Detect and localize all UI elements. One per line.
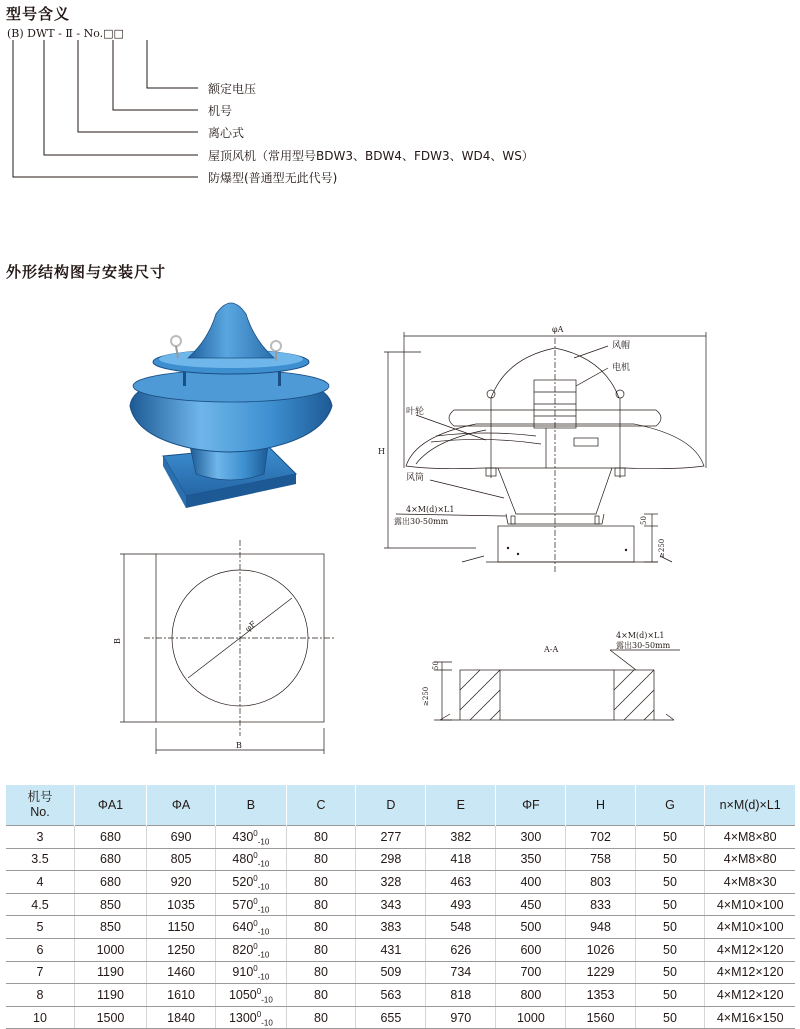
cell-c: 80 [286, 984, 356, 1007]
dim-phi-a: φA [552, 325, 564, 334]
cell-g: 50 [635, 826, 705, 849]
cell-h: 803 [566, 871, 635, 894]
cell-a1: 850 [74, 916, 146, 939]
cell-a: 1840 [147, 1006, 216, 1029]
cell-a: 1610 [147, 984, 216, 1007]
code-box-1: □ [103, 27, 114, 40]
header-c: C [286, 785, 356, 826]
cell-f: 450 [496, 893, 566, 916]
section-dim-50: 50 [432, 661, 440, 670]
label-duct: 风筒 [406, 473, 425, 483]
cell-c: 80 [286, 916, 356, 939]
cell-n: 4×M12×120 [705, 984, 795, 1007]
cell-a: 690 [147, 826, 216, 849]
cell-no: 8 [6, 984, 74, 1007]
cell-g: 50 [635, 984, 705, 1007]
cell-d: 655 [356, 1006, 426, 1029]
cell-a1: 1000 [74, 938, 146, 961]
cell-f: 1000 [496, 1006, 566, 1029]
cell-n: 4×M12×120 [705, 938, 795, 961]
header-no: 机号 No. [6, 785, 74, 826]
dim-h: H [378, 447, 385, 456]
cell-d: 563 [356, 984, 426, 1007]
plan-view-drawing [110, 540, 350, 762]
cell-f: 600 [496, 938, 566, 961]
cell-d: 431 [356, 938, 426, 961]
cell-h: 948 [566, 916, 635, 939]
cell-n: 4×M8×30 [705, 871, 795, 894]
cell-c: 80 [286, 871, 356, 894]
fan-elevation-drawing [376, 318, 716, 578]
table-row [6, 826, 795, 849]
table-row [6, 848, 795, 871]
cell-e: 418 [426, 848, 496, 871]
section-expose: 露出30-50mm [616, 641, 671, 650]
cell-h: 702 [566, 826, 635, 849]
cell-d: 277 [356, 826, 426, 849]
cell-h: 1026 [566, 938, 635, 961]
cell-a: 805 [147, 848, 216, 871]
table-row [6, 1006, 795, 1029]
code-part-ii: Ⅱ [65, 27, 73, 40]
section-title-structure: 外形结构图与安装尺寸 [6, 263, 167, 281]
label-motor: 电机 [612, 363, 631, 373]
cell-n: 4×M8×80 [705, 848, 795, 871]
cell-a1: 1500 [74, 1006, 146, 1029]
label-impeller: 叶轮 [406, 407, 425, 417]
legend-machine-number: 机号 [208, 104, 233, 118]
code-part-b: (B) [7, 27, 24, 40]
table-row [6, 916, 795, 939]
cell-b: $1300^0_{-10}$ [216, 1006, 286, 1029]
cell-no: 4 [6, 871, 74, 894]
dim-250: ≥250 [658, 538, 666, 558]
cell-n: 4×M10×100 [705, 916, 795, 939]
label-bolt: 4×M(d)×L1 [406, 505, 455, 514]
cell-no: 3.5 [6, 848, 74, 871]
header-n: n×M(d)×L1 [705, 785, 795, 826]
table-header-row [6, 785, 795, 826]
header-h: H [566, 785, 635, 826]
cell-a1: 680 [74, 848, 146, 871]
cell-a: 1460 [147, 961, 216, 984]
section-aa-drawing [404, 626, 694, 742]
header-a: ΦA [147, 785, 216, 826]
section-bolt: 4×M(d)×L1 [616, 631, 665, 640]
header-e: E [426, 785, 496, 826]
cell-e: 970 [426, 1006, 496, 1029]
legend-roof-fan: 屋顶风机（常用型号BDW3、BDW4、FDW3、WD4、WS） [208, 149, 534, 163]
cell-f: 700 [496, 961, 566, 984]
label-cap: 风帽 [612, 341, 631, 351]
cell-e: 626 [426, 938, 496, 961]
cell-g: 50 [635, 871, 705, 894]
fan-photo-icon [118, 296, 343, 516]
cell-f: 500 [496, 916, 566, 939]
header-f: ΦF [496, 785, 566, 826]
cell-h: 758 [566, 848, 635, 871]
cell-b: $640^0_{-10}$ [216, 916, 286, 939]
spec-table [6, 785, 795, 1029]
cell-d: 343 [356, 893, 426, 916]
cell-d: 328 [356, 871, 426, 894]
cell-f: 800 [496, 984, 566, 1007]
cell-h: 1229 [566, 961, 635, 984]
cell-no: 7 [6, 961, 74, 984]
table-row [6, 893, 795, 916]
cell-a1: 680 [74, 871, 146, 894]
cell-g: 50 [635, 938, 705, 961]
cell-e: 818 [426, 984, 496, 1007]
plan-b-bottom: B [236, 741, 242, 750]
cell-g: 50 [635, 916, 705, 939]
cell-g: 50 [635, 961, 705, 984]
cell-e: 463 [426, 871, 496, 894]
cell-c: 80 [286, 848, 356, 871]
plan-phi-f: φF [243, 619, 258, 634]
label-expose: 露出30-50mm [394, 517, 449, 526]
cell-d: 383 [356, 916, 426, 939]
cell-b: $1050^0_{-10}$ [216, 984, 286, 1007]
cell-e: 734 [426, 961, 496, 984]
cell-no: 3 [6, 826, 74, 849]
header-b: B [216, 785, 286, 826]
code-dash-2: - [76, 27, 81, 40]
cell-a: 1150 [147, 916, 216, 939]
cell-c: 80 [286, 961, 356, 984]
cell-n: 4×M10×100 [705, 893, 795, 916]
section-dim-250: ≥250 [422, 686, 430, 706]
code-part-dwt: DWT [27, 27, 55, 40]
table-row [6, 984, 795, 1007]
cell-d: 509 [356, 961, 426, 984]
cell-c: 80 [286, 938, 356, 961]
cell-c: 80 [286, 893, 356, 916]
cell-no: 4.5 [6, 893, 74, 916]
code-part-no: No. [83, 27, 104, 40]
cell-e: 493 [426, 893, 496, 916]
table-row [6, 871, 795, 894]
cell-b: $820^0_{-10}$ [216, 938, 286, 961]
cell-b: $520^0_{-10}$ [216, 871, 286, 894]
dim-50: 50 [640, 516, 648, 525]
cell-a: 920 [147, 871, 216, 894]
cell-f: 350 [496, 848, 566, 871]
cell-e: 382 [426, 826, 496, 849]
code-box-2: □ [113, 27, 124, 40]
table-body [6, 826, 795, 1029]
cell-b: $910^0_{-10}$ [216, 961, 286, 984]
cell-h: 833 [566, 893, 635, 916]
cell-b: $480^0_{-10}$ [216, 848, 286, 871]
cell-n: 4×M8×80 [705, 826, 795, 849]
cell-c: 80 [286, 826, 356, 849]
cell-b: $430^0_{-10}$ [216, 826, 286, 849]
header-g: G [635, 785, 705, 826]
table-row [6, 961, 795, 984]
cell-b: $570^0_{-10}$ [216, 893, 286, 916]
cell-g: 50 [635, 1006, 705, 1029]
cell-g: 50 [635, 848, 705, 871]
legend-rated-voltage: 额定电压 [208, 82, 257, 96]
cell-n: 4×M16×150 [705, 1006, 795, 1029]
cell-no: 6 [6, 938, 74, 961]
cell-a1: 680 [74, 826, 146, 849]
cell-a1: 1190 [74, 984, 146, 1007]
table-row [6, 938, 795, 961]
cell-a1: 1190 [74, 961, 146, 984]
cell-e: 548 [426, 916, 496, 939]
cell-g: 50 [635, 893, 705, 916]
cell-a1: 850 [74, 893, 146, 916]
header-a1: ΦA1 [74, 785, 146, 826]
plan-b-side: B [113, 638, 122, 644]
cell-no: 10 [6, 1006, 74, 1029]
cell-no: 5 [6, 916, 74, 939]
cell-d: 298 [356, 848, 426, 871]
legend-centrifugal: 离心式 [208, 126, 245, 140]
section-title-model-meaning: 型号含义 [6, 5, 71, 23]
code-dash-1: - [58, 27, 62, 40]
cell-a: 1035 [147, 893, 216, 916]
cell-a: 1250 [147, 938, 216, 961]
section-title-aa: A-A [544, 645, 559, 654]
cell-n: 4×M12×120 [705, 961, 795, 984]
header-d: D [356, 785, 426, 826]
cell-c: 80 [286, 1006, 356, 1029]
cell-h: 1560 [566, 1006, 635, 1029]
cell-h: 1353 [566, 984, 635, 1007]
cell-f: 400 [496, 871, 566, 894]
legend-explosion-proof: 防爆型(普通型无此代号) [208, 171, 338, 185]
cell-f: 300 [496, 826, 566, 849]
